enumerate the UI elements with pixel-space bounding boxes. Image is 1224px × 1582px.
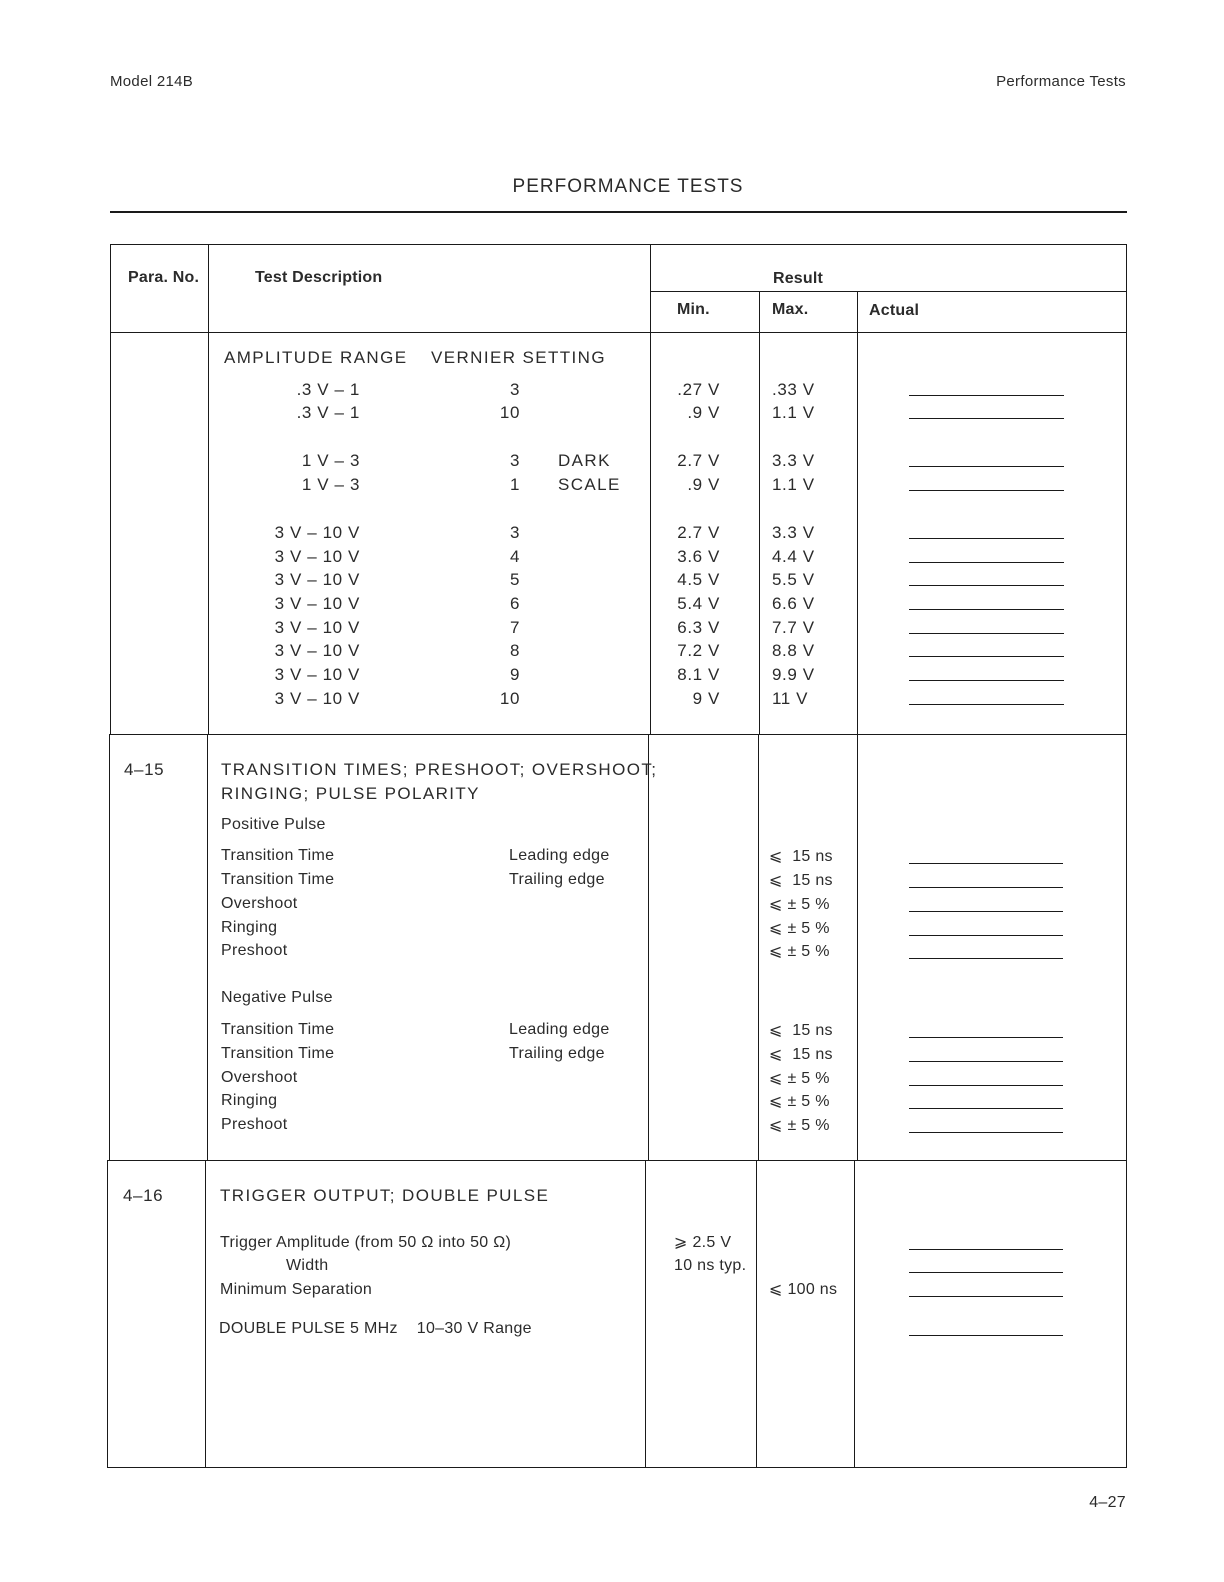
max-cell: 5.5 V (772, 570, 815, 589)
section-416-title: TRIGGER OUTPUT; DOUBLE PULSE (220, 1186, 550, 1205)
min-cell: .9 V (687, 475, 720, 494)
pulse-max-cell: ⩽ 15 ns (769, 1046, 833, 1063)
actual-blank[interactable] (909, 1296, 1063, 1297)
page-title: PERFORMANCE TESTS (512, 176, 744, 197)
actual-blank[interactable] (909, 680, 1064, 681)
vernier-setting-cell: 9 (509, 665, 520, 684)
pulse-parameter-label: Ringing (221, 919, 278, 936)
pulse-edge-label: Trailing edge (509, 1045, 605, 1062)
vernier-setting-cell: 3 (509, 451, 520, 470)
section-415-title-1: TRANSITION TIMES; PRESHOOT; OVERSHOOT; (221, 760, 658, 779)
amplitude-range-cell: 3 V – 10 V (274, 594, 360, 613)
actual-blank[interactable] (909, 585, 1064, 586)
amplitude-range-cell: 1 V – 3 (301, 451, 360, 470)
min-cell: .27 V (677, 380, 720, 399)
pulse-max-cell: ⩽ 15 ns (769, 872, 833, 889)
amplitude-range-cell: 3 V – 10 V (274, 618, 360, 637)
min-separation-max: ⩽ 100 ns (769, 1281, 838, 1298)
actual-blank[interactable] (909, 911, 1063, 912)
header-section: Performance Tests (996, 73, 1126, 90)
pulse-edge-label: Trailing edge (509, 871, 605, 888)
max-cell: 1.1 V (772, 475, 815, 494)
actual-blank[interactable] (909, 887, 1063, 888)
amplitude-range-cell: 3 V – 10 V (274, 665, 360, 684)
positive-pulse-label: Positive Pulse (221, 816, 326, 833)
vernier-setting-cell: 1 (509, 475, 520, 494)
actual-blank[interactable] (909, 1061, 1063, 1062)
pulse-max-cell: ⩽ ± 5 % (769, 943, 830, 960)
actual-blank[interactable] (909, 609, 1064, 610)
amplitude-range-heading: AMPLITUDE RANGE (224, 348, 408, 367)
vernier-setting-cell: 4 (509, 547, 520, 566)
amplitude-range-cell: 3 V – 10 V (274, 689, 360, 708)
pulse-edge-label: Leading edge (509, 1021, 610, 1038)
min-cell: 6.3 V (677, 618, 720, 637)
pulse-parameter-label: Transition Time (221, 871, 335, 888)
width-label: Width (286, 1257, 329, 1274)
vernier-setting-cell: 7 (509, 618, 520, 637)
actual-blank[interactable] (909, 863, 1063, 864)
header-model: Model 214B (110, 73, 194, 90)
actual-blank[interactable] (909, 538, 1064, 539)
min-cell: 9 V (692, 689, 720, 708)
pulse-max-cell: ⩽ 15 ns (769, 1022, 833, 1039)
trigger-amplitude-min: ⩾ 2.5 V (674, 1234, 732, 1251)
min-cell: 2.7 V (677, 451, 720, 470)
actual-blank[interactable] (909, 466, 1064, 467)
min-cell: .9 V (687, 403, 720, 422)
vernier-setting-cell: 10 (499, 403, 520, 422)
pulse-parameter-label: Preshoot (221, 942, 288, 959)
width-min: 10 ns typ. (674, 1257, 747, 1274)
actual-blank[interactable] (909, 1335, 1063, 1336)
pulse-max-cell: ⩽ ± 5 % (769, 1093, 830, 1110)
trigger-amplitude-label: Trigger Amplitude (from 50 Ω into 50 Ω) (220, 1234, 512, 1251)
pulse-max-cell: ⩽ ± 5 % (769, 1117, 830, 1134)
pulse-parameter-label: Transition Time (221, 847, 335, 864)
actual-blank[interactable] (909, 490, 1064, 491)
negative-pulse-label: Negative Pulse (221, 989, 333, 1006)
col-max: Max. (772, 301, 809, 318)
max-cell: 6.6 V (772, 594, 815, 613)
min-separation-label: Minimum Separation (220, 1281, 373, 1298)
col-min: Min. (677, 301, 710, 318)
actual-blank[interactable] (909, 1132, 1063, 1133)
pulse-parameter-label: Transition Time (221, 1021, 335, 1038)
col-test-description: Test Description (255, 269, 383, 286)
para-4-15: 4–15 (124, 760, 165, 779)
section-415-title-2: RINGING; PULSE POLARITY (221, 784, 480, 803)
min-cell: 4.5 V (677, 570, 720, 589)
max-cell: 3.3 V (772, 451, 815, 470)
title-rule (110, 211, 1127, 213)
double-pulse-label: DOUBLE PULSE 5 MHz 10–30 V Range (219, 1320, 532, 1337)
pulse-edge-label: Leading edge (509, 847, 610, 864)
max-cell: 8.8 V (772, 641, 815, 660)
page-number: 4–27 (1089, 1494, 1126, 1511)
para-4-16: 4–16 (123, 1186, 164, 1205)
pulse-parameter-label: Overshoot (221, 895, 298, 912)
vernier-setting-cell: 5 (509, 570, 520, 589)
amplitude-range-cell: .3 V – 1 (296, 380, 360, 399)
amplitude-range-cell: 3 V – 10 V (274, 547, 360, 566)
vernier-setting-cell: 6 (509, 594, 520, 613)
max-cell: .33 V (772, 380, 815, 399)
actual-blank[interactable] (909, 633, 1064, 634)
vernier-setting-cell: 3 (509, 380, 520, 399)
actual-blank[interactable] (909, 935, 1063, 936)
max-cell: 7.7 V (772, 618, 815, 637)
pulse-parameter-label: Transition Time (221, 1045, 335, 1062)
actual-blank[interactable] (909, 1272, 1063, 1273)
max-cell: 1.1 V (772, 403, 815, 422)
actual-blank[interactable] (909, 656, 1064, 657)
actual-blank[interactable] (909, 704, 1064, 705)
actual-blank[interactable] (909, 958, 1063, 959)
col-result: Result (772, 270, 824, 287)
pulse-max-cell: ⩽ ± 5 % (769, 1070, 830, 1087)
actual-blank[interactable] (909, 562, 1064, 563)
actual-blank[interactable] (909, 1249, 1063, 1250)
col-actual: Actual (869, 302, 920, 319)
actual-blank[interactable] (909, 1037, 1063, 1038)
actual-blank[interactable] (909, 418, 1064, 419)
actual-blank[interactable] (909, 1085, 1063, 1086)
vernier-setting-heading: VERNIER SETTING (431, 348, 606, 367)
vernier-setting-cell: 3 (509, 523, 520, 542)
amplitude-range-cell: 3 V – 10 V (274, 570, 360, 589)
max-cell: 3.3 V (772, 523, 815, 542)
min-cell: 7.2 V (677, 641, 720, 660)
pulse-max-cell: ⩽ ± 5 % (769, 896, 830, 913)
amplitude-range-cell: 3 V – 10 V (274, 641, 360, 660)
max-cell: 4.4 V (772, 547, 815, 566)
actual-blank[interactable] (909, 395, 1064, 396)
actual-blank[interactable] (909, 1108, 1063, 1109)
min-cell: 8.1 V (677, 665, 720, 684)
scale-label: SCALE (558, 475, 621, 494)
max-cell: 11 V (772, 689, 809, 708)
pulse-max-cell: ⩽ 15 ns (769, 848, 833, 865)
max-cell: 9.9 V (772, 665, 815, 684)
pulse-parameter-label: Overshoot (221, 1069, 298, 1086)
min-cell: 2.7 V (677, 523, 720, 542)
amplitude-range-cell: .3 V – 1 (296, 403, 360, 422)
min-cell: 5.4 V (677, 594, 720, 613)
amplitude-range-cell: 1 V – 3 (301, 475, 360, 494)
min-cell: 3.6 V (677, 547, 720, 566)
pulse-parameter-label: Preshoot (221, 1116, 288, 1133)
vernier-setting-cell: 10 (499, 689, 520, 708)
pulse-max-cell: ⩽ ± 5 % (769, 920, 830, 937)
vernier-setting-cell: 8 (509, 641, 520, 660)
amplitude-range-cell: 3 V – 10 V (274, 523, 360, 542)
col-para-no: Para. No. (128, 269, 200, 286)
dark-label: DARK (558, 451, 611, 470)
pulse-parameter-label: Ringing (221, 1092, 278, 1109)
